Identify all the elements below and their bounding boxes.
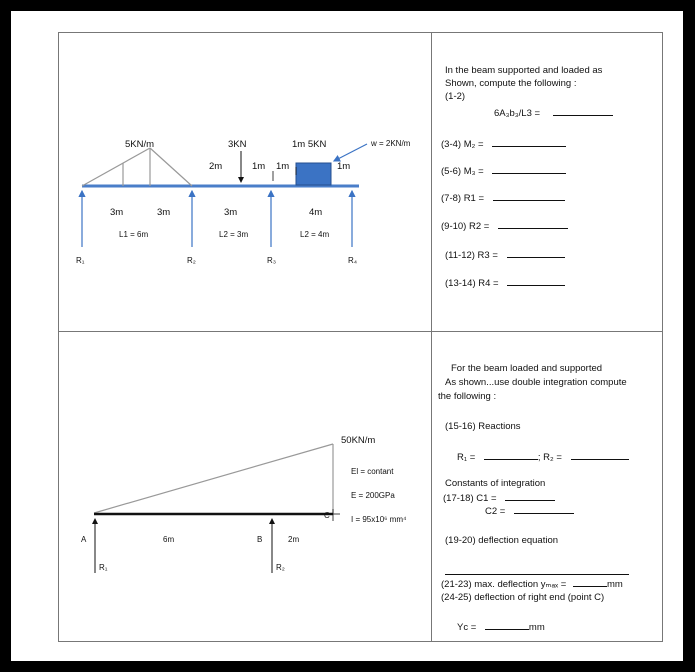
yc-answer-blank[interactable]	[485, 621, 529, 630]
c2-answer-blank[interactable]	[514, 505, 574, 514]
r2-answer-blank[interactable]	[571, 451, 629, 460]
r1-answer-blank[interactable]	[484, 451, 538, 460]
load-udl-label: w = 2KN/m	[371, 139, 411, 148]
p1-intro-1: In the beam supported and loaded as	[445, 65, 603, 76]
c1-answer-blank[interactable]	[505, 492, 555, 501]
dim-3m-a: 3m	[110, 207, 124, 218]
grid-frame	[59, 33, 663, 642]
reaction-arrows-2	[95, 519, 272, 573]
p1-item-r3	[445, 249, 565, 262]
point-a-label: A	[81, 535, 87, 544]
dim-6m: 6m	[163, 535, 175, 544]
dim-4m: 4m	[309, 207, 323, 218]
ymax-label: (21-23) max. deflection yₘₐₓ =	[441, 579, 567, 590]
p1-answer-blank[interactable]	[507, 277, 565, 286]
p1-item-label: (11-12) R3 =	[445, 250, 498, 261]
yc-label: Yc =	[457, 622, 477, 633]
e-label: E = 200GPa	[351, 491, 395, 500]
yc-unit: mm	[528, 622, 545, 633]
load-50kn-label: 50KN/m	[341, 435, 376, 446]
p2-intro-3: the following :	[438, 391, 497, 402]
c2-label: C2 =	[485, 506, 506, 517]
p2-intro-1: For the beam loaded and supported	[451, 363, 603, 374]
p1-item-label: (3-4) M₂ =	[441, 139, 484, 150]
p2-intro-2: As shown...use double integration compute	[445, 377, 627, 388]
p1-formula	[494, 107, 613, 120]
dim-1m-a: 1m	[252, 161, 266, 172]
load-left-label: 5KN/m	[125, 139, 155, 150]
worksheet	[11, 11, 683, 661]
p1-item-label: (5-6) M₃ =	[441, 166, 484, 177]
ei-label: El = contant	[351, 467, 394, 476]
p1-item-label: (13-14) R4 =	[445, 278, 499, 289]
p2-deflection-eq: (19-20) deflection equation	[445, 535, 559, 546]
ymax-answer-blank[interactable]	[573, 578, 607, 587]
reaction-r3: R₃	[267, 256, 277, 265]
dim-3m-c: 3m	[224, 207, 238, 218]
span-l2: L2 = 3m	[219, 230, 249, 239]
c1-label: (17-18) C1 =	[443, 493, 497, 504]
dim-2m-2: 2m	[288, 535, 300, 544]
p1-formula-blank[interactable]	[553, 107, 613, 116]
p1-intro-2: Shown, compute the following :	[445, 78, 577, 89]
load-box-label: 1m 5KN	[292, 139, 327, 150]
p1-intro-3: (1-2)	[445, 91, 466, 102]
load-box-5kn	[296, 163, 331, 185]
reaction-r1-2: R₁	[99, 563, 108, 572]
p1-answer-blank[interactable]	[492, 165, 566, 174]
p1-answer-blank[interactable]	[507, 249, 565, 258]
load-3kn-label: 3KN	[228, 139, 247, 150]
deflection-eq-blank[interactable]	[445, 566, 629, 575]
p1-item-label: (7-8) R1 =	[441, 193, 485, 204]
p2-yc-title: (24-25) deflection of right end (point C)	[441, 592, 605, 603]
span-l3: L2 = 4m	[300, 230, 330, 239]
p1-answer-blank[interactable]	[493, 192, 565, 201]
reaction-r2-2: R₂	[276, 563, 285, 572]
point-b-label: B	[257, 535, 263, 544]
udl-pointer	[334, 144, 367, 161]
r1-answer-label: R₁ =	[457, 452, 476, 463]
p1-item-r4	[445, 277, 565, 290]
i-label: I = 95x10⁶ mm⁴	[351, 515, 407, 524]
p2-ymax-row	[441, 578, 623, 591]
p2-reactions-row	[457, 451, 629, 464]
dim-1m-c: 1m	[337, 161, 351, 172]
p2-c2-row	[485, 505, 574, 518]
triangular-load	[82, 148, 192, 186]
dim-3m-b: 3m	[157, 207, 171, 218]
span-l1: L1 = 6m	[119, 230, 149, 239]
p1-answer-blank[interactable]	[492, 138, 566, 147]
p1-item-r1	[441, 192, 565, 205]
reaction-r2: R₂	[187, 256, 196, 265]
p1-item-m3	[441, 165, 566, 178]
r2-answer-label: ; R₂ =	[537, 452, 562, 463]
p1-item-r2	[441, 220, 568, 233]
ymax-unit: mm	[606, 579, 623, 590]
reaction-r4: R₄	[348, 256, 358, 265]
p2-c1-row	[443, 492, 555, 505]
triangular-load-2	[94, 444, 333, 513]
p1-item-label: (9-10) R2 =	[441, 221, 490, 232]
reaction-r1: R₁	[76, 256, 85, 265]
point-c-label: C	[324, 511, 330, 520]
p2-constants-title: Constants of integration	[445, 478, 546, 489]
dim-1m-b: 1m	[276, 161, 290, 172]
p1-item-m2	[441, 138, 566, 151]
dim-2m: 2m	[209, 161, 223, 172]
p1-formula-label: 6A₃b₃/L3 =	[494, 108, 541, 119]
p2-yc-row	[457, 621, 545, 634]
p1-answer-blank[interactable]	[498, 220, 568, 229]
p2-reactions-title: (15-16) Reactions	[445, 421, 521, 432]
